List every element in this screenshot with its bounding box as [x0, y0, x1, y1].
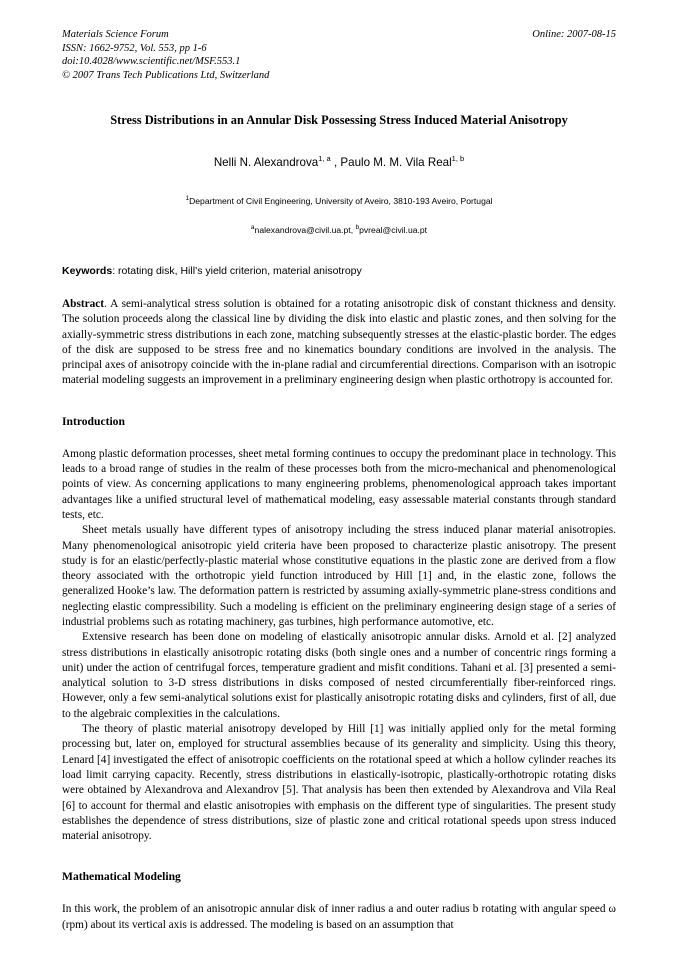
author-sup-1: 1, a [318, 154, 331, 164]
affiliation-text: Department of Civil Engineering, University of Aveiro, 3810-193 Aveiro, Portugal [189, 196, 493, 207]
affiliation [62, 195, 616, 206]
affiliation-sup: 1 [185, 195, 190, 203]
section-heading-introduction: Introduction [62, 414, 125, 428]
keywords-text: : rotating disk, Hill’s yield criterion, material anisotropy [112, 264, 362, 277]
page-header [62, 28, 616, 82]
intro-paragraph-1: Among plastic deformation processes, sheet metal forming continues to occupy the predominant place in technology. This leads to a broad range of studies in the realm of these processes both from the micro-mechanical and phenomenological points of view. As concerning applications to many engineering problems, phenomenological approach takes important advantages like a unified structural level of mathematical modeling, easy assessable material constants through standard tests, etc. [62, 447, 616, 521]
author-name-2: Paulo M. M. Vila Real [340, 156, 452, 170]
modeling-paragraph-1: In this work, the problem of an anisotropic annular disk of inner radius a and outer radius b rotating with angular speed ω (rpm) about its vertical axis is addressed. The modeling is based on an assumption that [62, 903, 616, 931]
intro-paragraph-3: Extensive research has been done on modeling of elastically anisotropic annular disks. Arnold et al. [2] analyzed stress distributions in elastically anisotropic rotating disks (both single ones and a number of concentric rings forming a unit) under the action of centrifugal forces, temperature gradient and misfit conditions. Tahani et al. [3] presented a semi-analytical solution to 3-D stress distributions in disks composed of nested circumferentially fiber-reinforced rings. However, only a few semi-analytical solutions exist for plastically anisotropic rotating disks and cylinders, first of all, due to the algebraic complexities in the calculations. [62, 631, 616, 720]
copyright-line: © 2007 Trans Tech Publications Ltd, Switzerland [62, 69, 270, 81]
doi-line: doi:10.4028/www.scientific.net/MSF.553.1 [62, 56, 241, 68]
intro-paragraph-4: The theory of plastic material anisotropy developed by Hill [1] was initially applied only for the metal forming processing but, later on, employed for structural assemblies because of its generality and simplicity. Using this theory, Lenard [4] investigated the effect of anisotropic coefficients on the rotational speed at which a hollow cylinder reaches its load limit carrying capacity. Recently, stress distributions in elastically-isotropic, plastically-orthotropic rotating disks were obtained by Alexandrova and Alexandrov [5]. That analysis has been then extended by Alexandrova and Vila Real [6] to account for thermal and elastic anisotropies with emphasis on the different type of singularities. The present study establishes the dependence of stress distributions, size of plastic zone and critical rotational speeds upon stress induced material anisotropy. [62, 723, 616, 843]
keywords-line [62, 265, 616, 277]
author-separator: , [330, 156, 341, 170]
keywords-label: Keywords [62, 264, 113, 277]
email-address-2[interactable]: pvreal@civil.ua.pt [359, 224, 428, 235]
author-sup-2: 1, b [451, 154, 465, 164]
author-list [62, 154, 616, 169]
abstract-paragraph [62, 297, 616, 389]
abstract-label: Abstract [62, 297, 105, 310]
email-sup-b: b [355, 224, 360, 232]
journal-name: Materials Science Forum [62, 29, 169, 40]
online-date: Online: 2007-08-15 [532, 29, 616, 40]
header-journal-block [62, 28, 269, 82]
section-heading-mathematical-modeling: Mathematical Modeling [62, 870, 181, 884]
intro-paragraph-2: Sheet metals usually have different types of anisotropy including the stress induced planar material anisotropies. Many phenomenological anisotropic yield criteria have been proposed to characterize plastic anisotropy. The present study is for an elastic/perfectly-plastic material whose constitutive equations in the plastic zone are derived from a flow theory associated with the orthotropic yield function introduced by Hill [1] and, in the elastic zone, follows the generalized Hooke’s law. The deformation pattern is restricted by assuming axially-symmetric plane-stress conditions and neglecting elastic compressibility. Such a modeling is efficient on the preliminary engineering design stage of a series of industrial problems such as rotating machinery, gas turbines, high performance automotive, etc. [62, 524, 616, 628]
email-address-1[interactable]: nalexandrova@civil.ua.pt, [254, 224, 354, 235]
issn-line: ISSN: 1662-9752, Vol. 553, pp 1-6 [62, 42, 207, 54]
author-name-1: Nelli N. Alexandrova [213, 156, 319, 170]
email-sup-a: a [250, 224, 255, 232]
abstract-text: . A semi-analytical stress solution is obtained for a rotating anisotropic disk of constant thickness and density. The solution proceeds along the classical line by dividing the disk into elastic and plastic zones, and then solving for the axially-symmetric stress distributions in each zone, matching subsequently stresses at the elastic-plastic border. The edges of the disk are supposed to be stress free and no kinematics boundary conditions are involved in the analysis. The principal axes of anisotropy coincide with the in-plane radial and circumferential directions. Comparison with an isotropic material modeling suggests an improvement in a preliminary engineering design when plastic orthotropy is accounted for. [62, 297, 616, 387]
author-emails [62, 224, 616, 235]
page-title: Stress Distributions in an Annular Disk Possessing Stress Induced Material Anisotropy [110, 113, 568, 128]
